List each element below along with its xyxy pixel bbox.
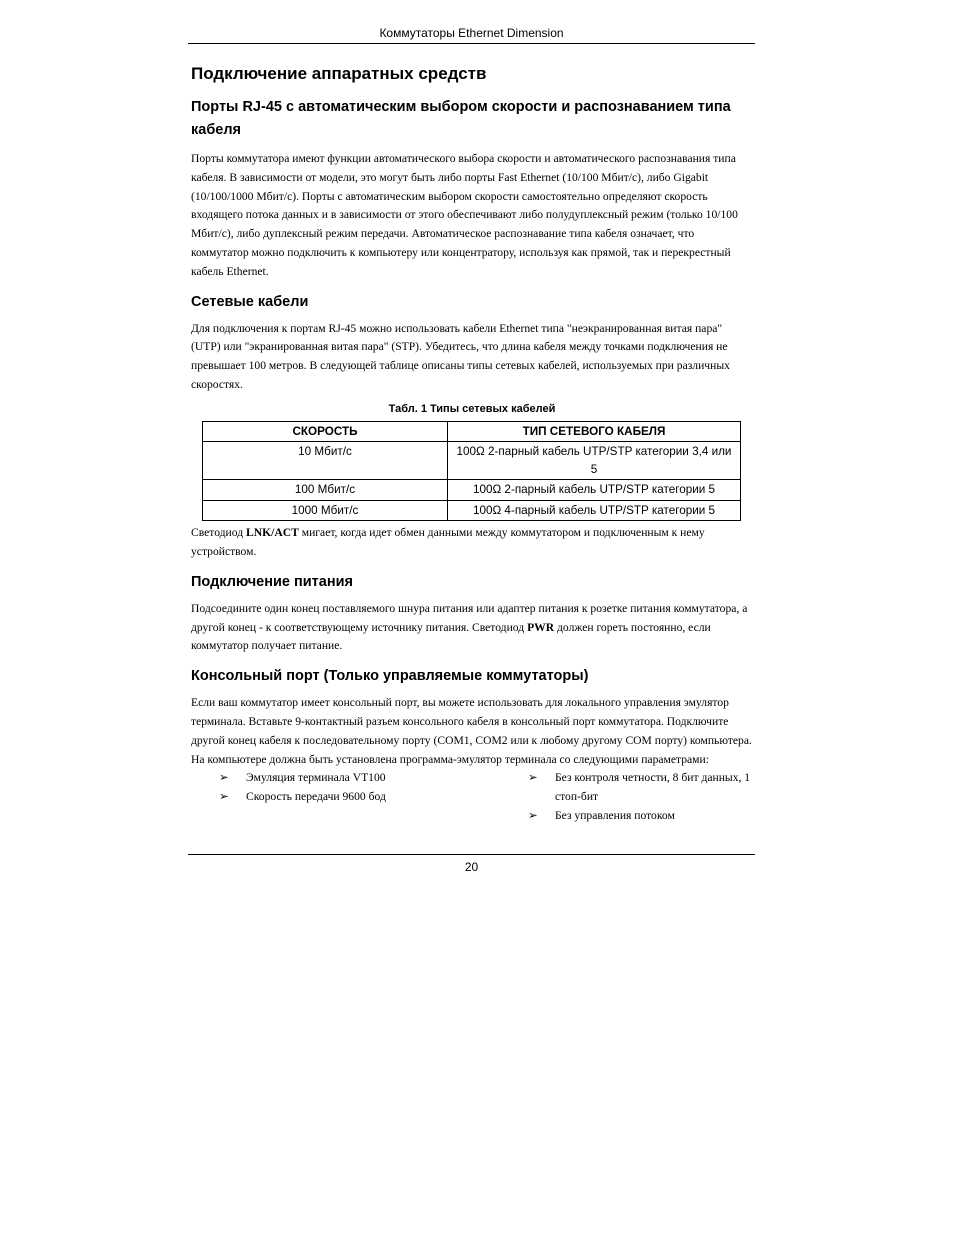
cables-heading: Сетевые кабели	[191, 293, 309, 310]
table-row	[203, 500, 741, 521]
table-header-row	[203, 421, 741, 442]
list-item	[528, 769, 753, 807]
console-paragraph: Если ваш коммутатор имеет консольный порт, вы можете использовать для локального управления эмулятор терминала. Вставьте 9-контактный разъем консольного кабеля в консольный порт коммутатора. Подключите другой конец кабеля к последовательному порту (COM1, COM2 или к любому другому COM порту) компьютера. На компьютере должна быть установлена программа-эмулятор терминала со следующими параметрами:	[191, 696, 752, 766]
arrow-bullet-icon: ➢	[219, 790, 229, 804]
table-cell-cable: 100Ω 2-парный кабель UTP/STP категории 5	[448, 480, 741, 501]
list-item-text: Скорость передачи 9600 бод	[246, 790, 386, 804]
table-cell-speed: 1000 Мбит/с	[203, 500, 448, 521]
power-text-end: должен гореть постоянно, если коммутатор получает питание.	[191, 620, 711, 653]
list-item-text: Эмуляция терминала VT100	[246, 771, 386, 785]
arrow-bullet-icon: ➢	[219, 771, 229, 785]
parameters-right-column	[528, 769, 753, 825]
table-caption: Табл. 1 Типы сетевых кабелей	[388, 402, 556, 415]
column-header-cable-type: ТИП СЕТЕВОГО КАБЕЛЯ	[448, 421, 741, 442]
parameters-left-column	[219, 769, 499, 807]
column-header-speed: СКОРОСТЬ	[203, 421, 448, 442]
page-content	[191, 62, 753, 833]
power-heading: Подключение питания	[191, 573, 353, 590]
page-number: 20	[464, 860, 479, 874]
led-paragraph	[191, 524, 753, 562]
pwr-led-name: PWR	[527, 620, 555, 634]
power-text-start: Подсоедините один конец поставляемого шнура питания или адаптер питания к розетке питания коммутатора, а другой конец - к соответствующему источнику питания. Светодиод	[191, 601, 748, 634]
led-text-start: Светодиод	[191, 526, 247, 540]
power-paragraph	[191, 600, 753, 656]
list-item-text: Без контроля четности, 8 бит данных, 1 стоп-бит	[555, 771, 751, 804]
led-name: LNK/ACT	[246, 526, 299, 540]
cables-paragraph: Для подключения к портам RJ-45 можно использовать кабели Ethernet типа "неэкранированная витая пара" (UTP) или "экранированная витая пара" (STP). Убедитесь, что длина кабеля между точками подключения не превышает 100 метров. В следующей таблице описаны типы сетевых кабелей, используемых при различных скоростях.	[191, 321, 730, 391]
list-item-text: Без управления потоком	[555, 809, 675, 823]
table-row	[203, 442, 741, 480]
running-header: Коммутаторы Ethernet Dimension	[379, 26, 564, 40]
table-cell-cable: 100Ω 4-парный кабель UTP/STP категории 5	[448, 500, 741, 521]
header-rule	[188, 43, 755, 44]
rj45-paragraph: Порты коммутатора имеют функции автоматического выбора скорости и автоматического распознавания типа кабеля. В зависимости от модели, это могут быть либо порты Fast Ethernet (10/100 Мбит/с), либо Gigabit (10/100/1000 Мбит/с). Порты с автоматическим выбором скорости самостоятельно определяют скорость входящего потока данных и в зависимости от этого обеспечивают либо полудуплексный режим (только 10/100 Мбит/с), либо дуплексный режим передачи. Автоматическое распознавание типа кабеля означает, что коммутатор можно подключить к компьютеру или концентратору, используя как прямой, так и перекрестный кабель Ethernet.	[191, 152, 738, 278]
rj45-heading: Порты RJ-45 с автоматическим выбором скорости и распознаванием типа кабеля	[191, 99, 731, 138]
table-cell-speed: 10 Мбит/с	[203, 442, 448, 480]
arrow-bullet-icon: ➢	[528, 809, 538, 823]
led-text-end: мигает, когда идет обмен данными между коммутатором и подключенным к нему устройством.	[191, 526, 705, 559]
console-heading: Консольный порт (Только управляемые коммутаторы)	[191, 668, 589, 685]
table-cell-speed: 100 Мбит/с	[203, 480, 448, 501]
list-item	[528, 807, 753, 826]
footer-rule	[188, 854, 755, 855]
table-cell-cable: 100Ω 2-парный кабель UTP/STP категории 3,4 или 5	[448, 442, 741, 480]
page-title: Подключение аппаратных средств	[191, 64, 487, 83]
cable-types-table	[202, 421, 741, 522]
list-item	[219, 788, 499, 807]
terminal-parameters	[191, 769, 753, 833]
arrow-bullet-icon: ➢	[528, 771, 538, 785]
table-row	[203, 480, 741, 501]
list-item	[219, 769, 499, 788]
